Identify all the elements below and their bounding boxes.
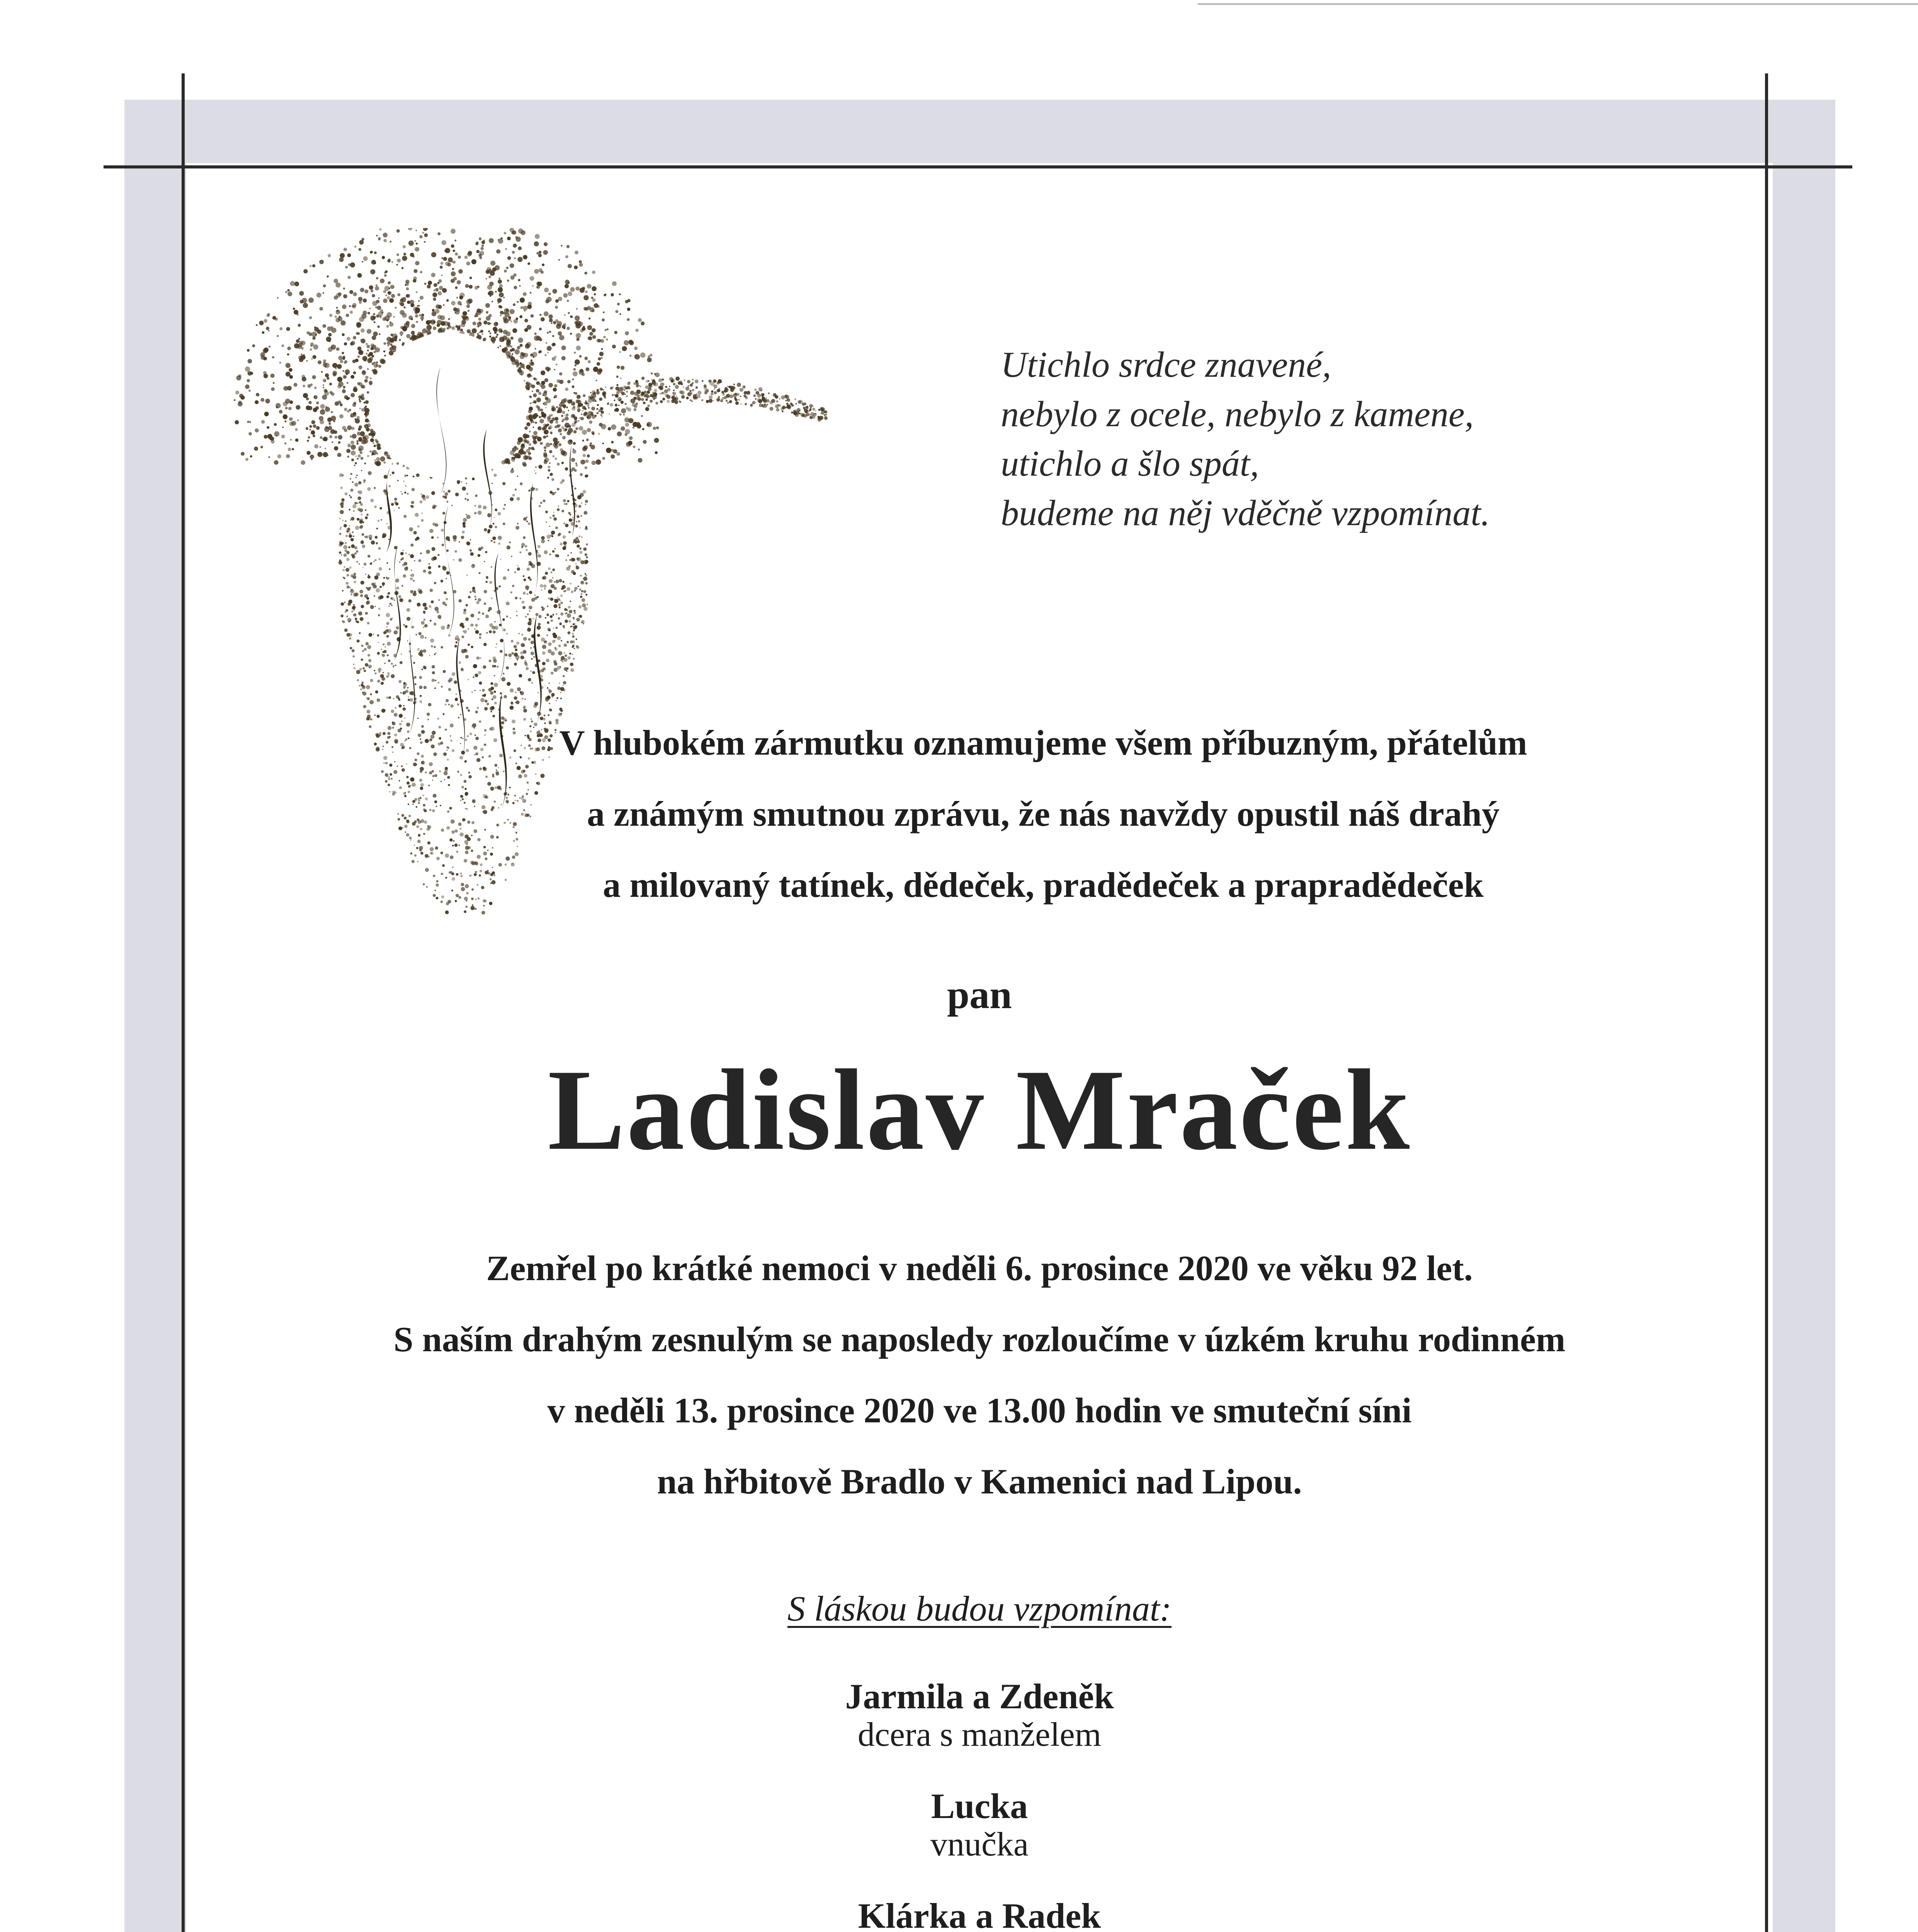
mourner-relation: dcera s manželem xyxy=(857,1716,1102,1753)
mourner-item xyxy=(186,1787,1773,1864)
mourner-relation: vnučka xyxy=(930,1826,1029,1863)
scan-edge-line xyxy=(1198,3,1918,5)
frame-line-left xyxy=(182,73,185,1932)
announcement-line: a známým smutnou zprávu, že nás navždy opustil náš drahý xyxy=(587,794,1500,833)
deceased-name: Ladislav Mraček xyxy=(548,1046,1411,1174)
poem-line: budeme na něj vděčně vzpomínat. xyxy=(1001,493,1490,533)
poem xyxy=(1001,340,1735,538)
mourner-item xyxy=(186,1896,1773,1932)
frame-line-top xyxy=(104,165,1852,168)
details-line: S naším drahým zesnulým se naposledy rozloučíme v úzkém kruhu rodinném xyxy=(393,1320,1566,1359)
emblem-sun xyxy=(375,332,522,479)
announcement-line: a milovaný tatínek, dědeček, pradědeček a prapradědeček xyxy=(603,865,1484,905)
mourners-list xyxy=(186,1677,1773,1932)
announcement-line: V hlubokém zármutku oznamujeme všem příbuzným, přátelům xyxy=(559,723,1527,762)
mourners-heading: S láskou budou vzpomínat: xyxy=(787,1589,1172,1628)
details-line: na hřbitově Bradlo v Kamenici nad Lipou. xyxy=(657,1462,1302,1501)
poem-line: nebylo z ocele, nebylo z kamene, xyxy=(1001,394,1474,434)
details-line: Zemřel po krátké nemoci v neděli 6. prosince 2020 ve věku 92 let. xyxy=(486,1248,1473,1288)
mourner-name: Jarmila a Zdeněk xyxy=(845,1677,1114,1716)
mourner-name: Lucka xyxy=(931,1786,1028,1826)
poem-line: utichlo a šlo spát, xyxy=(1001,444,1259,484)
announcement xyxy=(464,707,1623,920)
poem-line: Utichlo srdce znavené, xyxy=(1001,345,1331,385)
salutation: pan xyxy=(947,973,1012,1017)
funeral-details xyxy=(186,1233,1773,1517)
mourner-item xyxy=(186,1677,1773,1754)
mourner-name: Klárka a Radek xyxy=(858,1896,1101,1932)
details-line: v neděli 13. prosince 2020 ve 13.00 hodin ve smuteční síni xyxy=(547,1391,1412,1430)
